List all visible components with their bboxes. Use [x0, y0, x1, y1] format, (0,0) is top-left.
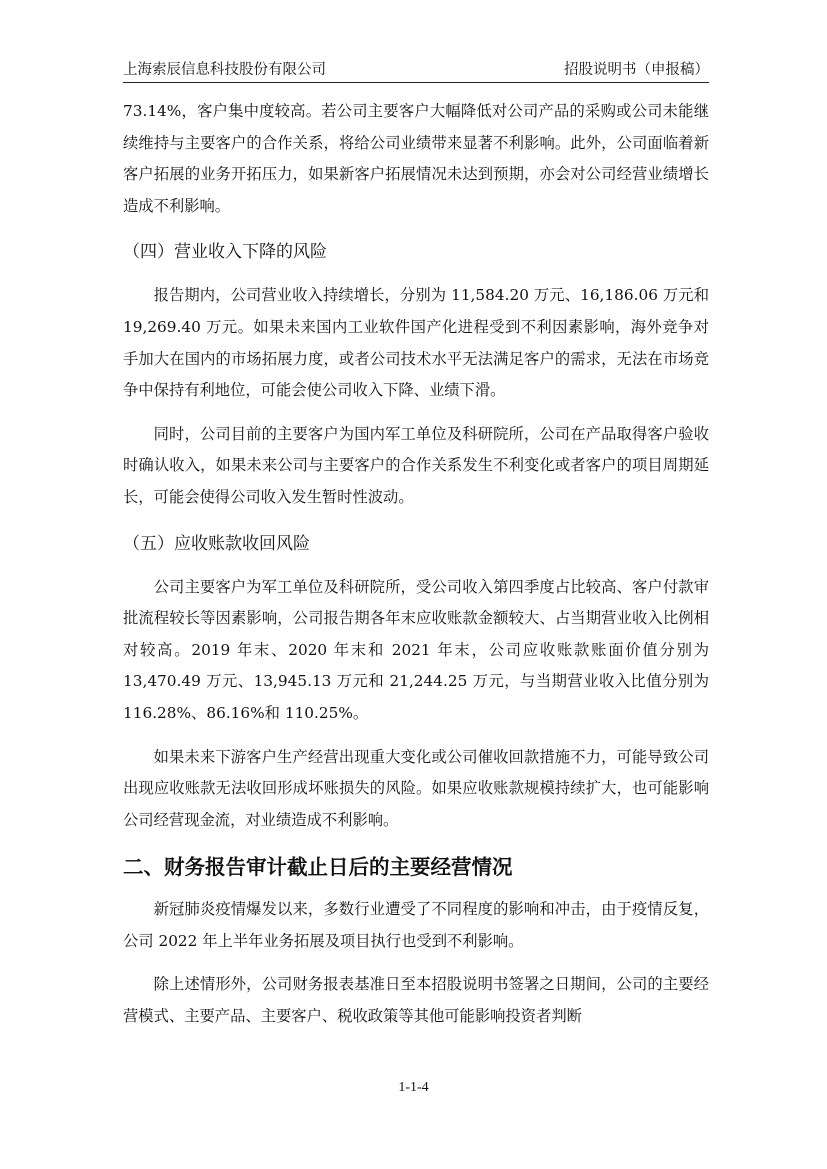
section-4-heading: （四）营业收入下降的风险	[123, 242, 327, 263]
page-content	[123, 96, 709, 1033]
page-header	[123, 55, 709, 81]
chapter-2-heading: 二、财务报告审计截止日后的主要经营情况	[123, 855, 513, 880]
section-5-heading: （五）应收账款收回风险	[123, 533, 310, 554]
page-number: 1-1-4	[398, 1080, 429, 1095]
chapter-2-paragraph-1: 新冠肺炎疫情爆发以来，多数行业遭受了不同程度的影响和冲击，由于疫情反复，公司 2022 年上半年业务拓展及项目执行也受到不利影响。	[123, 900, 709, 950]
section-5-paragraph-1: 公司主要客户为军工单位及科研院所，受公司收入第四季度占比较高、客户付款审批流程较长等因素影响，公司报告期各年末应收账款金额较大、占当期营业收入比例相对较高。2019 年末、2020 年末和 2021 年末，公司应收账款账面价值分别为 13,470.49 万元、13,945.13 万元和 21,244.25 万元，与当期营业收入比值分别为 116.28%、86.16%和 110.25%。	[123, 577, 709, 722]
header-document-title: 招股说明书（申报稿）	[564, 62, 709, 78]
section-4-paragraph-2: 同时，公司目前的主要客户为国内军工单位及科研院所，公司在产品取得客户验收时确认收入，如果未来公司与主要客户的合作关系发生不利变化或者客户的项目周期延长，可能会使得公司收入发生暂时性波动。	[123, 424, 709, 506]
header-divider	[123, 82, 709, 83]
intro-paragraph: 73.14%，客户集中度较高。若公司主要客户大幅降低对公司产品的采购或公司未能继续维持与主要客户的合作关系，将给公司业绩带来显著不利影响。此外，公司面临着新客户拓展的业务开拓压力，如果新客户拓展情况未达到预期，亦会对公司经营业绩增长造成不利影响。	[123, 102, 709, 215]
section-5-paragraph-2: 如果未来下游客户生产经营出现重大变化或公司催收回款措施不力，可能导致公司出现应收账款无法收回形成坏账损失的风险。如果应收账款规模持续扩大，也可能影响公司经营现金流，对业绩造成不利影响。	[123, 747, 709, 829]
section-4-paragraph-1: 报告期内，公司营业收入持续增长，分别为 11,584.20 万元、16,186.06 万元和 19,269.40 万元。如果未来国内工业软件国产化进程受到不利因素影响，海外竞争对手加大在国内的市场拓展力度，或者公司技术水平无法满足客户的需求，无法在市场竞争中保持有利地位，可能会使公司收入下降、业绩下滑。	[123, 286, 709, 400]
chapter-2-paragraph-2: 除上述情形外，公司财务报表基准日至本招股说明书签署之日期间，公司的主要经营模式、主要产品、主要客户、税收政策等其他可能影响投资者判断	[123, 975, 709, 1026]
header-company-name: 上海索辰信息科技股份有限公司	[123, 62, 326, 78]
